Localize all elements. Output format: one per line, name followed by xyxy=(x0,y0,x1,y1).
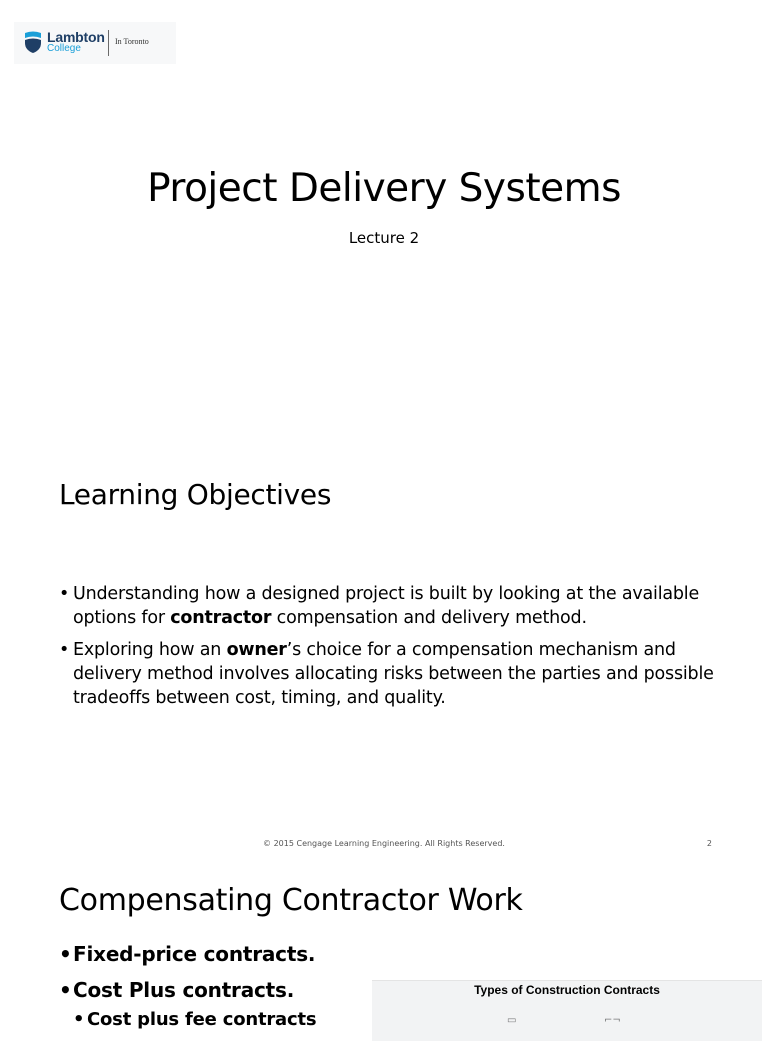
bullet-icon: • xyxy=(59,640,70,660)
list-item xyxy=(59,940,316,968)
document-icon: ▭ xyxy=(507,1015,517,1026)
shield-icon xyxy=(24,30,42,54)
list-item xyxy=(59,976,316,1004)
bullet-icon: • xyxy=(59,978,72,1002)
slide-subtitle: Lecture 2 xyxy=(348,229,420,247)
figure-title: Types of Construction Contracts xyxy=(474,983,660,997)
bullet-icon: • xyxy=(59,942,72,966)
bullet-icon: • xyxy=(59,584,70,604)
objective-text: Exploring how an xyxy=(73,640,227,660)
objective-bold: contractor xyxy=(170,608,272,628)
contract-type: Fixed-price contracts. xyxy=(73,942,316,966)
logo-name: Lambton xyxy=(47,29,105,45)
copyright-footer: © 2015 Cengage Learning Engineering. All Rights Reserved. xyxy=(263,839,505,848)
objectives-list xyxy=(59,582,719,718)
objective-text: ’s choice for a compensation mechanism and delivery method involves allocating risks between the parties and possible tradeoffs between cost, timing, and quality. xyxy=(73,640,714,708)
objective-text: Understanding how a designed project is built by looking at the available options for xyxy=(73,584,700,628)
list-item xyxy=(73,1006,316,1034)
compensating-contractor-title: Compensating Contractor Work xyxy=(59,883,523,918)
logo-city: In Toronto xyxy=(115,37,149,46)
contract-types-list xyxy=(59,940,316,1042)
lambton-college-logo xyxy=(14,22,176,64)
bracket-icon: ⌐¬ xyxy=(604,1015,621,1026)
bullet-icon: • xyxy=(73,1009,85,1030)
logo-divider xyxy=(108,30,109,56)
contract-type: Cost Plus contracts. xyxy=(73,978,295,1002)
contract-type: Cost plus fee contracts xyxy=(87,1009,317,1030)
contract-types-figure xyxy=(372,980,762,1041)
learning-objectives-title: Learning Objectives xyxy=(59,478,332,511)
page-number: 2 xyxy=(706,839,712,848)
list-item xyxy=(59,582,719,630)
list-item xyxy=(59,638,719,710)
logo-sub: College xyxy=(47,43,81,54)
objective-bold: owner xyxy=(226,640,287,660)
slide-title: Project Delivery Systems xyxy=(147,166,621,211)
objective-text: compensation and delivery method. xyxy=(271,608,587,628)
